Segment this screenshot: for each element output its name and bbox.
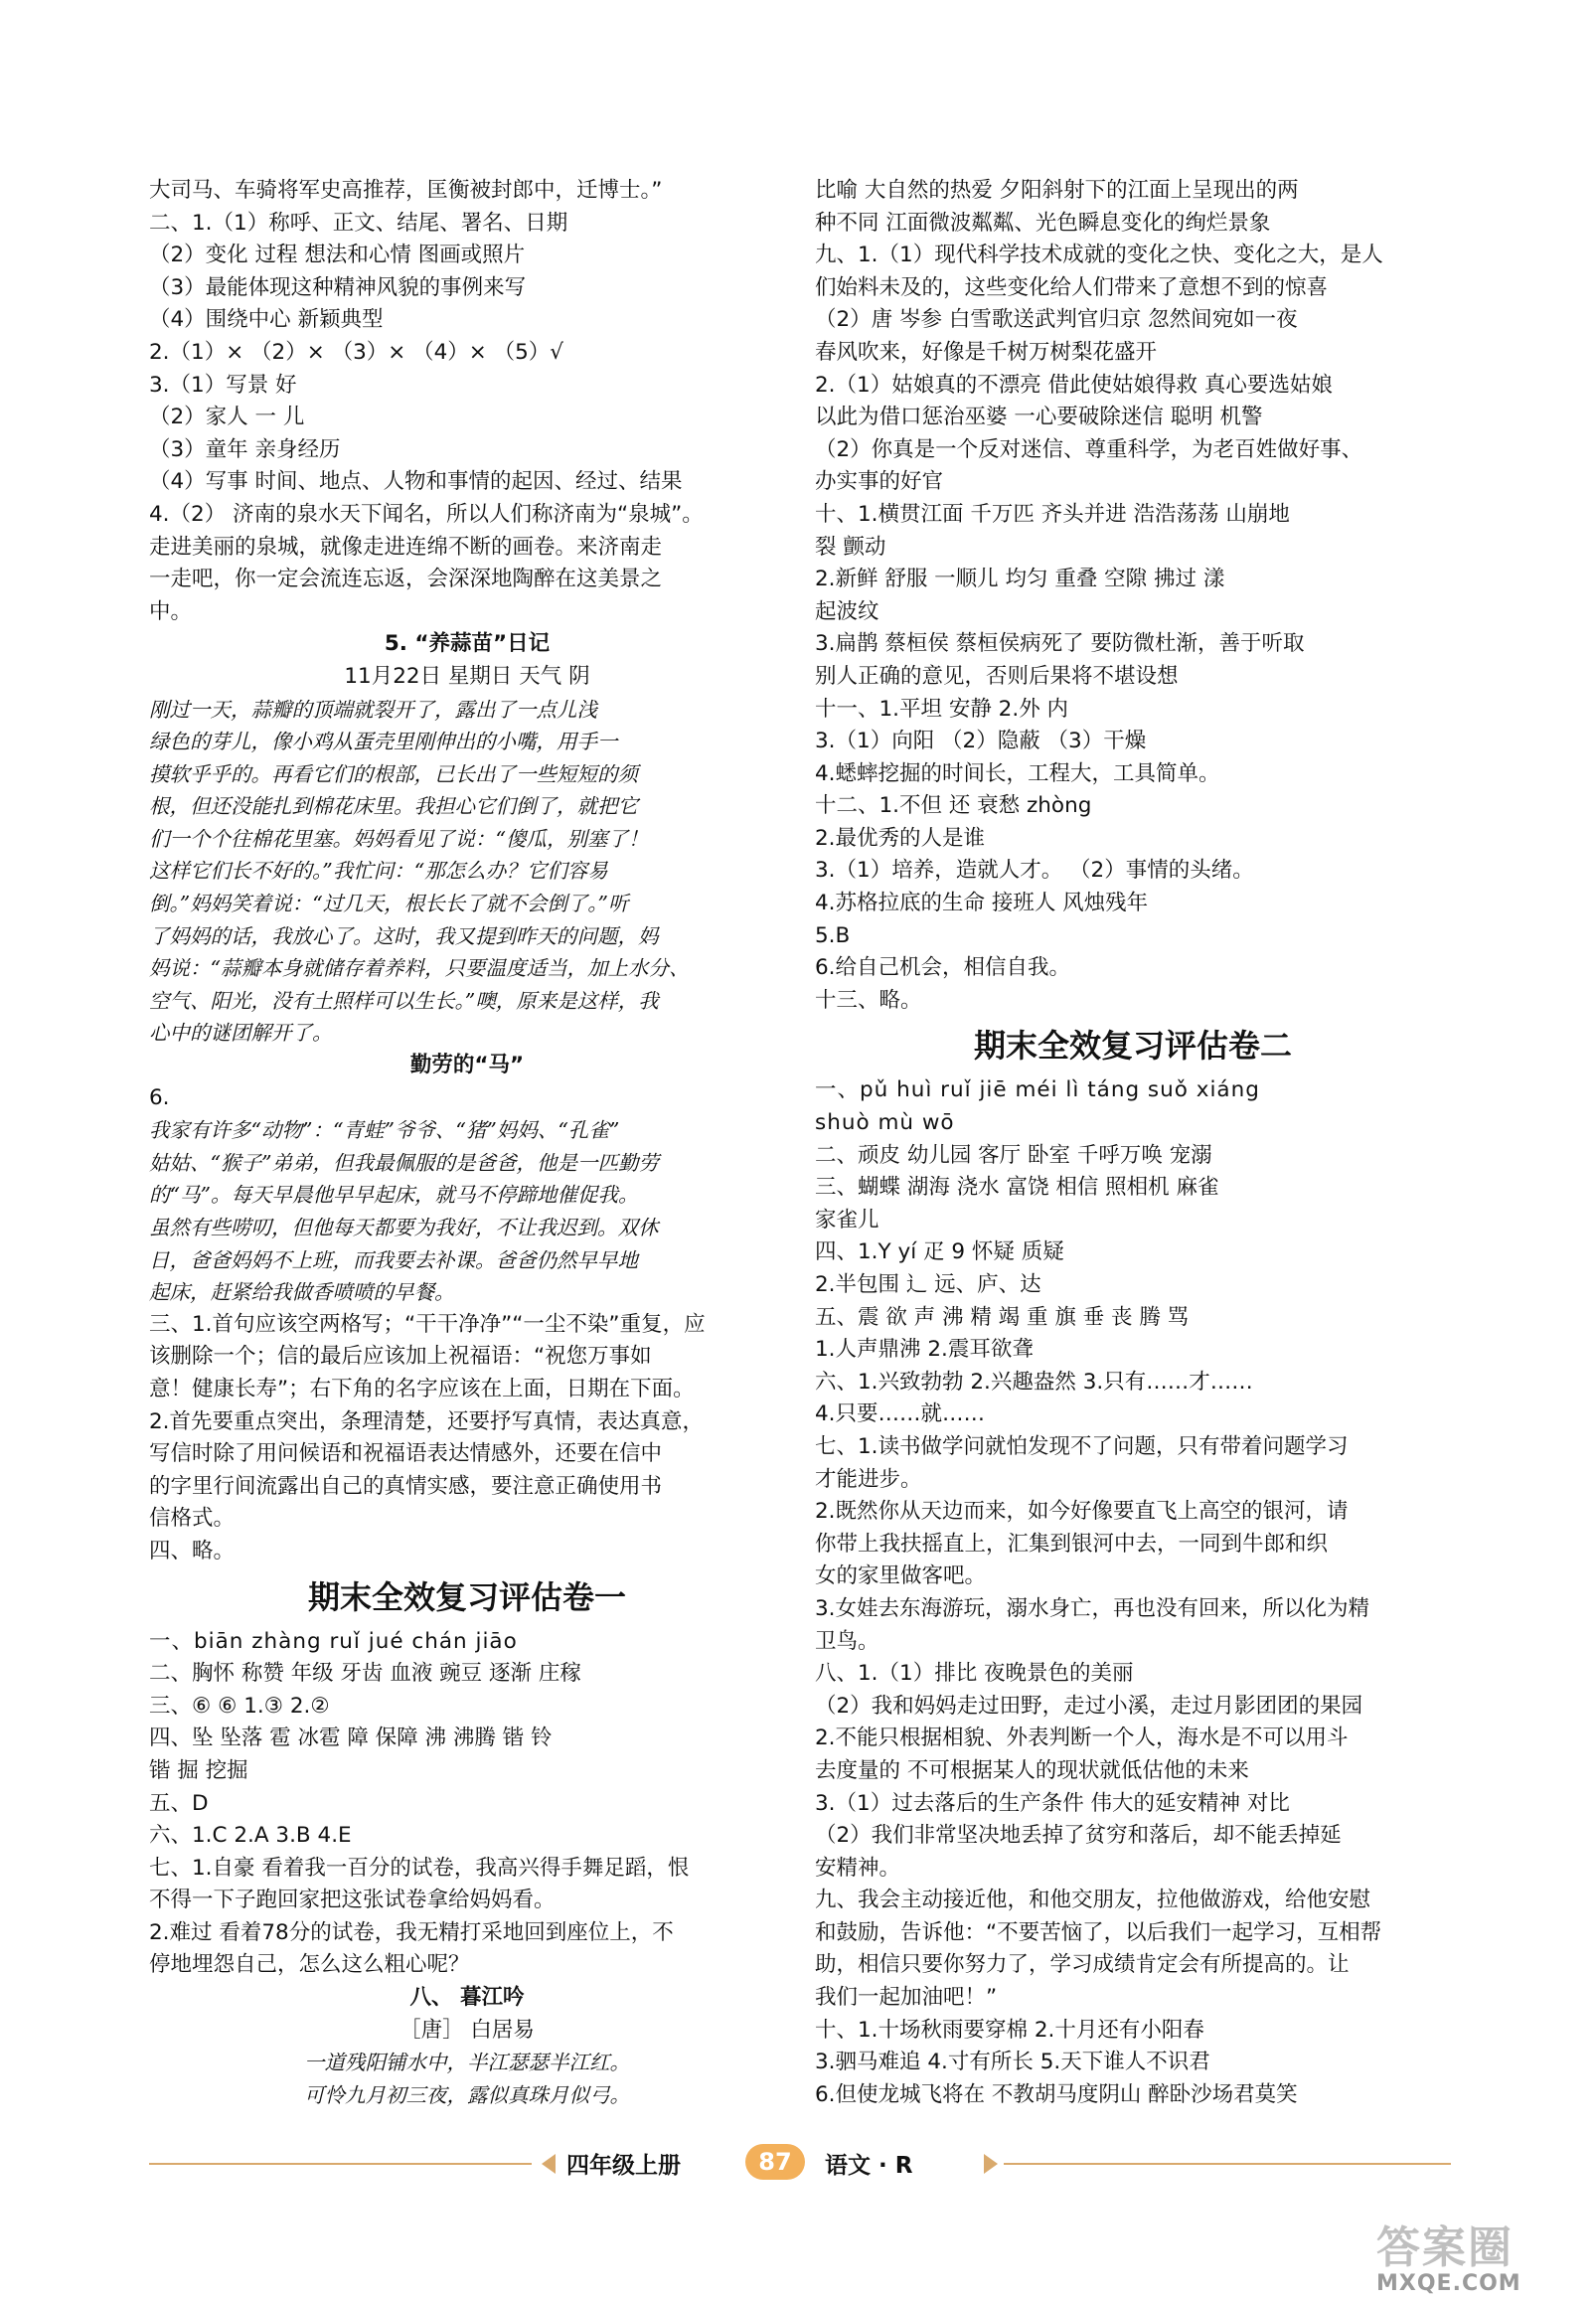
answer-line: 绿色的芽儿，像小鸡从蛋壳里刚伸出的小嘴，用手一 — [149, 730, 618, 754]
answer-line: 3.（1）过去落后的生产条件 伟大的延安精神 对比 — [815, 1790, 1290, 1816]
answer-line: 四、略。 — [149, 1538, 236, 1563]
answer-line: 停地埋怨自己，怎么这么粗心呢？ — [149, 1952, 470, 1978]
watermark — [1376, 2212, 1560, 2296]
answer-line: 十三、略。 — [815, 987, 922, 1013]
answer-line: 1.人声鼎沸 2.震耳欲聋 — [815, 1337, 1034, 1363]
answer-line: 日，爸爸妈妈不上班，而我要去补课。爸爸仍然早早地 — [149, 1247, 638, 1272]
answer-line: 3.（1）培养，造就人才。 （2）事情的头绪。 — [815, 858, 1254, 884]
answer-line: 锴 掘 挖掘 — [149, 1757, 248, 1783]
answer-line: 6.给自己机会，相信自我。 — [815, 955, 1071, 981]
answer-line: 八、1.（1）排比 夜晚景色的美丽 — [815, 1661, 1134, 1687]
answer-line: （3）童年 亲身经历 — [149, 436, 341, 462]
answer-line: 裂 颤动 — [815, 534, 886, 560]
answer-line: 二、顽皮 幼儿园 客厅 卧室 千呼万唤 宠溺 — [815, 1142, 1212, 1168]
answer-line: 4.蟋蟀挖掘的时间长，工程大，工具简单。 — [815, 760, 1220, 786]
answer-line: 摸软乎乎的。再看它们的根部，已长出了一些短短的须 — [149, 761, 638, 786]
answer-line: 该删除一个；信的最后应该加上祝福语：“祝您万事如 — [149, 1344, 652, 1370]
footer-grade: 四年级上册 — [566, 2153, 681, 2179]
answer-line: 可怜九月初三夜，露似真珠月似弓。 — [304, 2082, 630, 2107]
section-heading: 期末全效复习评估卷一 — [307, 1577, 626, 1616]
watermark-logo: 答案圈 — [1376, 2222, 1514, 2273]
answer-line: 一、biān zhàng ruǐ jué chán jiāo — [149, 1628, 518, 1654]
answer-line: 信格式。 — [149, 1506, 236, 1532]
answer-line: ［唐］ 白居易 — [399, 2017, 535, 2043]
answer-line: 一走吧，你一定会流连忘返，会深深地陶醉在这美景之 — [149, 567, 663, 592]
answer-line: 这样它们长不好的。”我忙问：“那怎么办？它们容易 — [149, 859, 608, 884]
answer-line: 4.（2） 济南的泉水天下闻名，所以人们称济南为“泉城”。 — [149, 501, 704, 527]
answer-line: 卫鸟。 — [815, 1628, 879, 1654]
answer-line: 比喻 大自然的热爱 夕阳斜射下的江面上呈现出的两 — [815, 178, 1299, 203]
answer-line: 姑姑、“猴子”弟弟，但我最佩服的是爸爸，他是一匹勤劳 — [149, 1150, 659, 1175]
section-heading: 期末全效复习评估卷二 — [973, 1027, 1292, 1066]
answer-line: 三、1.首句应该空两格写；“干干净净”“一尘不染”重复，应 — [149, 1311, 706, 1337]
answer-line: 五、D — [149, 1790, 209, 1816]
answer-line: 3.驷马难追 4.寸有所长 5.天下谁人不识君 — [815, 2050, 1210, 2075]
answer-line: 大司马、车骑将军史高推荐，匡衡被封郎中，迁博士。” — [149, 178, 663, 203]
answer-line: 四、1.Y yí 疋 9 怀疑 质疑 — [815, 1239, 1064, 1265]
answer-line: （2）你真是一个反对迷信、尊重科学，为老百姓做好事、 — [815, 436, 1363, 462]
answer-line: 种不同 江面微波粼粼、光色瞬息变化的绚烂景象 — [815, 210, 1271, 236]
answer-line: 十二、1.不但 还 衰愁 zhòng — [815, 793, 1092, 819]
footer-arrow-left-icon — [542, 2154, 556, 2174]
answer-line: 十一、1.平坦 安静 2.外 内 — [815, 696, 1069, 722]
answer-line: 你带上我扶摇直上，汇集到银河中去，一同到牛郎和织 — [815, 1531, 1329, 1557]
answer-line: 和鼓励，告诉他：“不要苦恼了，以后我们一起学习，互相帮 — [815, 1919, 1382, 1945]
answer-line: 3.（1）向阳 （2）隐蔽 （3）干燥 — [815, 729, 1147, 754]
answer-line: 十、1.十场秋雨要穿棉 2.十月还有小阳春 — [815, 2017, 1204, 2043]
answer-line: 不得一下子跑回家把这张试卷拿给妈妈看。 — [149, 1888, 556, 1913]
answer-line: 春风吹来，好像是千树万树梨花盛开 — [815, 339, 1158, 365]
answer-line: （4）写事 时间、地点、人物和事情的起因、经过、结果 — [149, 469, 683, 495]
answer-line: 2.难过 看着78分的试卷，我无精打采地回到座位上，不 — [149, 1919, 674, 1945]
answer-line: 起床，赶紧给我做香喷喷的早餐。 — [149, 1280, 455, 1305]
answer-line: 安精神。 — [815, 1855, 901, 1881]
left-column — [149, 175, 785, 2111]
footer-rule-right — [1004, 2163, 1451, 2165]
answer-line: 以此为借口惩治巫婆 一心要破除迷信 聪明 机警 — [815, 405, 1263, 430]
answer-line: 4.只要……就…… — [815, 1401, 986, 1427]
answer-line: 五、震 欲 声 沸 精 竭 重 旗 垂 丧 腾 骂 — [815, 1304, 1190, 1330]
answer-line: 空气、阳光，没有土照样可以生长。”噢，原来是这样，我 — [149, 988, 659, 1013]
answer-line: （2）家人 一 儿 — [149, 405, 305, 430]
answer-line: 们一个个往棉花里塞。妈妈看见了说：“傻瓜，别塞了！ — [149, 826, 649, 851]
answer-line: 起波纹 — [815, 598, 879, 624]
answer-line: 的“马”。每天早晨他早早起床，就马不停蹄地催促我。 — [149, 1183, 639, 1208]
answer-line: 2.（1）姑娘真的不漂亮 借此使姑娘得救 真心要选姑娘 — [815, 372, 1333, 398]
answer-line: 七、1.读书做学问就怕发现不了问题，只有带着问题学习 — [815, 1433, 1349, 1459]
answer-line: 刚过一天，蒜瓣的顶端就裂开了，露出了一点儿浅 — [149, 697, 597, 722]
answer-line: 妈说：“蒜瓣本身就储存着养料，只要温度适当，加上水分、 — [149, 956, 690, 981]
answer-line: 我家有许多“动物”：“青蛙”爷爷、“猪”妈妈、“孔雀” — [149, 1118, 620, 1143]
answer-line: 11月22日 星期日 天气 阴 — [344, 663, 590, 689]
answer-line: 2.既然你从天边而来，如今好像要直飞上高空的银河，请 — [815, 1499, 1349, 1525]
footer-rule-left — [149, 2163, 532, 2165]
answer-line: 2.新鲜 舒服 一顺儿 均匀 重叠 空隙 拂过 漾 — [815, 567, 1225, 592]
answer-line: 2.首先要重点突出，条理清楚，还要抒写真情，表达真意， — [149, 1408, 705, 1434]
answer-line: 6.但使龙城飞将在 不教胡马度阴山 醉卧沙场君莫笑 — [815, 2081, 1298, 2107]
answer-line: 3.扁鹊 蔡桓侯 蔡桓侯病死了 要防微杜渐，善于听取 — [815, 631, 1305, 657]
answer-line: 写信时除了用问候语和祝福语表达情感外，还要在信中 — [149, 1441, 663, 1467]
answer-line: 根，但还没能扎到棉花床里。我担心它们倒了，就把它 — [149, 794, 638, 819]
answer-line: 3.（1）写景 好 — [149, 372, 297, 398]
answer-line: 女的家里做客吧。 — [815, 1563, 987, 1589]
answer-line: 八、 暮江吟 — [409, 1985, 525, 2011]
page-number-badge: 87 — [745, 2144, 805, 2180]
answer-line: 助，相信只要你努力了，学习成绩肯定会有所提高的。让 — [815, 1952, 1350, 1978]
answer-line: 家雀儿 — [815, 1207, 879, 1233]
answer-line: （2）我和妈妈走过田野，走过小溪，走过月影团团的果园 — [815, 1693, 1363, 1719]
answer-line: 心中的谜团解开了。 — [149, 1021, 333, 1046]
answer-line: 2.不能只根据相貌、外表判断一个人，海水是不可以用斗 — [815, 1726, 1349, 1751]
answer-line: 三、蝴蝶 湖海 浇水 富饶 相信 照相机 麻雀 — [815, 1175, 1219, 1201]
answer-line: 2.最优秀的人是谁 — [815, 825, 986, 851]
answer-line: 十、1.横贯江面 千万匹 齐头并进 浩浩荡荡 山崩地 — [815, 501, 1290, 527]
answer-line: 七、1.自豪 看着我一百分的试卷，我高兴得手舞足蹈，恨 — [149, 1855, 690, 1881]
answer-line: 我们一起加油吧！” — [815, 1985, 998, 2011]
answer-line: （4）围绕中心 新颖典型 — [149, 307, 384, 333]
answer-line: （2）我们非常坚决地丢掉了贫穷和落后，却不能丢掉延 — [815, 1823, 1342, 1849]
answer-line: 才能进步。 — [815, 1466, 922, 1492]
answer-line: shuò mù wō — [815, 1110, 955, 1136]
answer-line: 们始料未及的，这些变化给人们带来了意想不到的惊喜 — [815, 274, 1329, 300]
answer-line: 2.半包围 辶 远、庐、达 — [815, 1272, 1041, 1297]
footer-arrow-right-icon — [984, 2154, 998, 2174]
footer-subject: 语文 · R — [825, 2153, 913, 2179]
answer-line: 六、1.C 2.A 3.B 4.E — [149, 1823, 352, 1849]
page-footer — [149, 2144, 1451, 2184]
answer-line: 4.苏格拉底的生命 接班人 风烛残年 — [815, 891, 1149, 916]
answer-line: 别人正确的意见，否则后果将不堪设想 — [815, 663, 1179, 689]
answer-line: 的字里行间流露出自己的真情实感，要注意正确使用书 — [149, 1473, 663, 1499]
answer-line: 2.（1）× （2）× （3）× （4）× （5）√ — [149, 339, 564, 365]
answer-line: 3.女娃去东海游玩，溺水身亡，再也没有回来，所以化为精 — [815, 1595, 1370, 1621]
answer-line: 虽然有些唠叨，但他每天都要为我好，不让我迟到。双休 — [149, 1216, 659, 1239]
answer-line: 倒。”妈妈笑着说：“过几天，根长长了就不会倒了。”听 — [149, 892, 629, 916]
answer-line: （3）最能体现这种精神风貌的事例来写 — [149, 274, 527, 300]
answer-line: 九、我会主动接近他，和他交朋友，拉他做游戏，给他安慰 — [815, 1888, 1371, 1913]
answer-line: 5.B — [815, 922, 851, 948]
answer-line: 二、胸怀 称赞 年级 牙齿 血液 豌豆 逐渐 庄稼 — [149, 1661, 581, 1687]
answer-line: 三、⑥ ⑥ 1.③ 2.② — [149, 1693, 330, 1719]
answer-line: 意！健康长寿”；右下角的名字应该在上面，日期在下面。 — [149, 1376, 695, 1401]
answer-line: 二、1.（1）称呼、正文、结尾、署名、日期 — [149, 210, 568, 236]
answer-line: （2）变化 过程 想法和心情 图画或照片 — [149, 243, 526, 268]
answer-line: 中。 — [149, 598, 193, 624]
answer-line: 一、pǔ huì ruǐ jiē méi lì táng suǒ xiáng — [815, 1077, 1260, 1103]
right-column — [815, 175, 1451, 2111]
answer-line: 四、坠 坠落 雹 冰雹 障 保障 沸 沸腾 锴 铃 — [149, 1726, 553, 1751]
answer-line: 一道残阳铺水中，半江瑟瑟半江红。 — [304, 2051, 630, 2075]
answer-line: 了妈妈的话，我放心了。这时，我又提到昨天的问题，妈 — [149, 923, 659, 948]
watermark-url: MXQE.COM — [1376, 2271, 1521, 2296]
answer-line: 勤劳的“马” — [409, 1053, 525, 1078]
answer-line: 办实事的好官 — [815, 469, 944, 495]
answer-line: 六、1.兴致勃勃 2.兴趣盎然 3.只有……才…… — [815, 1369, 1253, 1395]
answer-line: 走进美丽的泉城，就像走进连绵不断的画卷。来济南走 — [149, 534, 663, 560]
answer-line: 5. “养蒜苗”日记 — [384, 631, 551, 657]
answer-line: 去度量的 不可根据某人的现状就低估他的未来 — [815, 1757, 1249, 1783]
answer-line: 6. — [149, 1084, 170, 1110]
answer-line: 九、1.（1）现代科学技术成就的变化之快、变化之大，是人 — [815, 243, 1383, 268]
answer-line: （2）唐 岑参 白雪歌送武判官归京 忽然间宛如一夜 — [815, 307, 1298, 333]
